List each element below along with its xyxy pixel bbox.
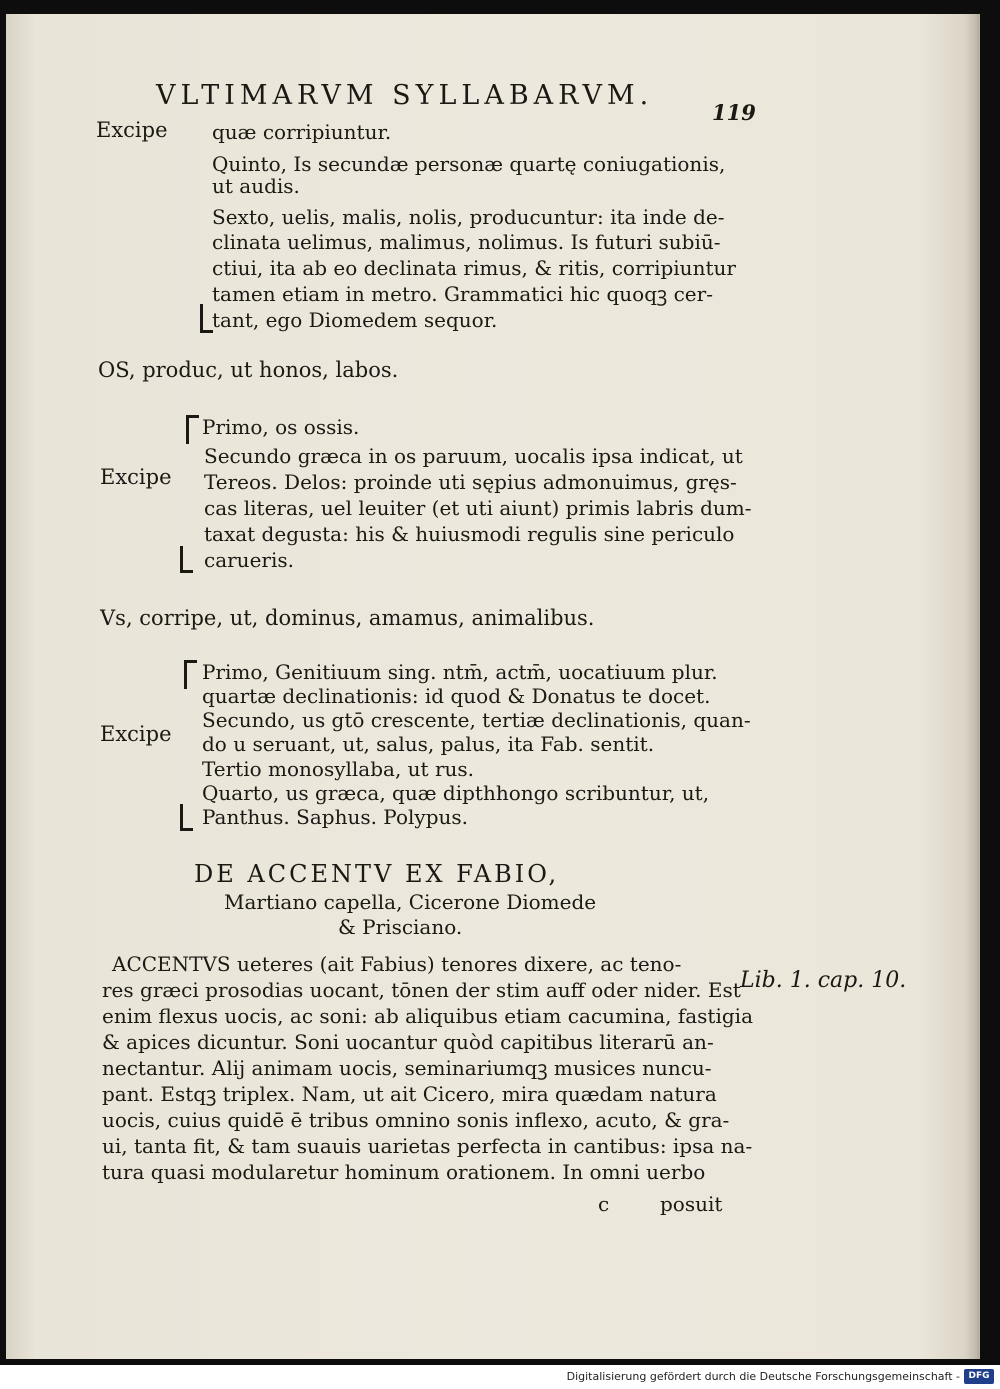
text-line: res græci prosodias uocant, tōnen der stim auff oder nider. Est [102,978,741,1002]
text-line: clinata uelimus, malimus, nolimus. Is futuri subiū- [212,230,721,254]
text-line: uocis, cuius quidē ē tribus omnino sonis inflexo, acuto, & gra- [102,1108,730,1132]
excipe-label-os: Excipe [100,465,172,489]
text-line: Secundo græca in os paruum, uocalis ipsa indicat, ut [204,444,743,468]
margin-note: Lib. 1. cap. 10. [740,968,907,993]
text-line: tura quasi modularetur hominum orationem. In omni uerbo [102,1160,706,1184]
signature-mark: c [598,1192,610,1216]
footer-bar [0,1365,1000,1389]
text-line: nectantur. Alij animam uocis, seminariumqꝫ musices nuncu- [102,1056,712,1080]
text-line: ui, tanta fit, & tam suauis uarietas perfecta in cantibus: ipsa na- [102,1134,753,1158]
text-line: pant. Estqꝫ triplex. Nam, ut ait Cicero, mira quædam natura [102,1082,717,1106]
text-line: ctiui, ita ab eo declinata rimus, & ritis, corripiuntur [212,256,736,280]
text-line: Quinto, Is secundæ personæ quartę coniugationis, [212,152,726,176]
footer-credit: Digitalisierung gefördert durch die Deutsche Forschungsgemeinschaft - [566,1370,960,1383]
excipe-label-us: Excipe [100,722,172,746]
text-line: & apices dicuntur. Soni uocantur quòd capitibus literarū an- [102,1030,714,1054]
text-line: carueris. [204,548,294,572]
text-line: Primo, Genitiuum sing. ntm̄, actm̄, uocatiuum plur. [202,660,718,684]
text-line: enim flexus uocis, ac soni: ab aliquibus etiam cacumina, fastigia [102,1004,753,1028]
brace-open-mark [184,660,197,689]
text-line: do u seruant, ut, salus, palus, ita Fab. sentit. [202,732,655,756]
text-line: Sexto, uelis, malis, nolis, producuntur: ita inde de- [212,205,725,229]
running-title: VLTIMARVM SYLLABARVM. [156,80,654,111]
text-line: Quarto, us græca, quæ dipthhongo scribuntur, ut, [202,781,710,805]
section-subheading: & Prisciano. [338,915,463,939]
brace-close-mark [180,804,193,831]
rule-os: OS, produc, ut honos, labos. [98,358,399,382]
excipe-label-is: Excipe [96,118,168,142]
section-subheading: Martiano capella, Cicerone Diomede [224,890,597,914]
catchword: posuit [660,1192,723,1216]
text-line: quæ corripiuntur. [212,120,392,144]
text-line: Panthus. Saphus. Polypus. [202,805,468,829]
brace-open-mark [186,415,199,444]
book-page [6,14,980,1359]
text-line: ut audis. [212,174,300,198]
brace-close-mark [200,304,213,333]
rule-us: Vs, corripe, ut, dominus, amamus, animalibus. [100,606,595,630]
text-line: Secundo, us gtō crescente, tertiæ declinationis, quan- [202,708,751,732]
page-edge-shadow [965,14,977,1359]
dfg-logo-icon[interactable]: DFG [964,1369,994,1384]
text-line: tant, ego Diomedem sequor. [212,308,498,332]
text-line: tamen etiam in metro. Grammatici hic quoqꝫ cer- [212,282,713,306]
text-line: cas literas, uel leuiter (et uti aiunt) primis labris dum- [204,496,752,520]
text-line: quartæ declinationis: id quod & Donatus te docet. [202,684,711,708]
text-line: Tertio monosyllaba, ut rus. [202,757,475,781]
page-number: 119 [712,100,756,125]
text-line: Primo, os ossis. [202,415,360,439]
text-line: taxat degusta: his & huiusmodi regulis sine periculo [204,522,735,546]
brace-close-mark [180,546,193,573]
section-heading: DE ACCENTV EX FABIO, [194,860,560,888]
text-line: ACCENTVS ueteres (ait Fabius) tenores dixere, ac teno- [112,952,682,976]
text-line: Tereos. Delos: proinde uti sępius admonuimus, gręs- [204,470,737,494]
